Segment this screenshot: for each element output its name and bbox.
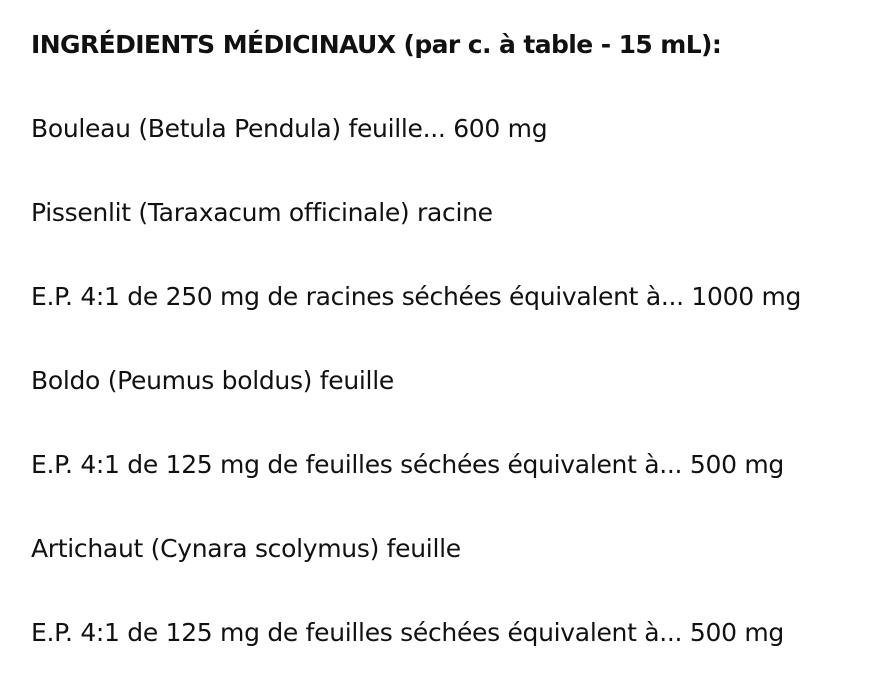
ingredient-line-boldo: Boldo (Peumus boldus) feuille <box>31 366 394 395</box>
ingredient-line-dandelion: Pissenlit (Taraxacum officinale) racine <box>31 198 493 227</box>
ingredients-heading: INGRÉDIENTS MÉDICINAUX (par c. à table - 15 mL): <box>31 30 722 59</box>
ingredient-line-birch: Bouleau (Betula Pendula) feuille... 600 mg <box>31 114 548 143</box>
ingredient-line-boldo-extract: E.P. 4:1 de 125 mg de feuilles séchées équivalent à... 500 mg <box>31 450 784 479</box>
ingredient-line-artichoke: Artichaut (Cynara scolymus) feuille <box>31 534 461 563</box>
ingredient-line-dandelion-extract: E.P. 4:1 de 250 mg de racines séchées équivalent à... 1000 mg <box>31 282 802 311</box>
ingredient-line-artichoke-extract: E.P. 4:1 de 125 mg de feuilles séchées équivalent à... 500 mg <box>31 618 784 647</box>
